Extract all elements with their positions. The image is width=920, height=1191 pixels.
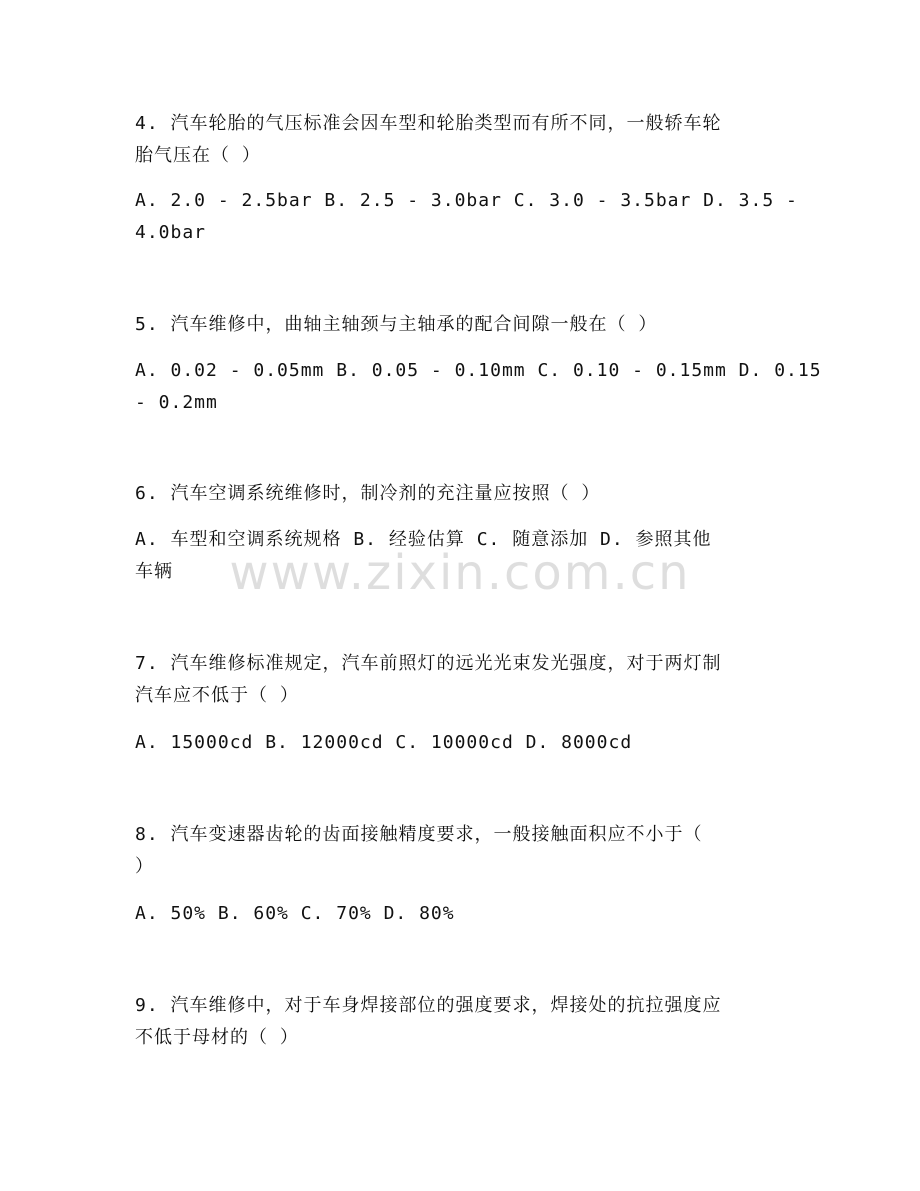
question-9-stem-line-2: 不低于母材的（ ） — [135, 1027, 299, 1048]
question-5-options-line-1: A. 0.02 - 0.05mm B. 0.05 - 0.10mm C. 0.10 - 0.15mm D. 0.15 — [135, 360, 822, 381]
question-8-stem-line-2: ） — [135, 856, 154, 877]
question-5-options-line-2: - 0.2mm — [135, 392, 218, 413]
question-7-stem-line-1: 7. 汽车维修标准规定，汽车前照灯的远光光束发光强度，对于两灯制 — [135, 653, 722, 674]
question-4-options-line-2: 4.0bar — [135, 222, 207, 243]
question-6-options-line-2: 车辆 — [135, 561, 173, 582]
question-5-stem-line-1: 5. 汽车维修中，曲轴主轴颈与主轴承的配合间隙一般在（ ） — [135, 314, 658, 335]
question-4-stem-line-2: 胎气压在（ ） — [135, 145, 261, 166]
question-8-options-line-1: A. 50% B. 60% C. 70% D. 80% — [135, 903, 455, 924]
question-7-stem-line-2: 汽车应不低于（ ） — [135, 685, 299, 706]
question-9-stem-line-1: 9. 汽车维修中，对于车身焊接部位的强度要求，焊接处的抗拉强度应 — [135, 995, 722, 1016]
question-7-options-line-1: A. 15000cd B. 12000cd C. 10000cd D. 8000cd — [135, 732, 633, 753]
question-8-stem-line-1: 8. 汽车变速器齿轮的齿面接触精度要求，一般接触面积应不小于（ — [135, 824, 703, 845]
watermark: www.zixin.com.cn — [229, 545, 691, 601]
question-4-options-line-1: A. 2.0 - 2.5bar B. 2.5 - 3.0bar C. 3.0 - 3.5bar D. 3.5 - — [135, 190, 798, 211]
question-6-options-line-1: A. 车型和空调系统规格 B. 经验估算 C. 随意添加 D. 参照其他 — [135, 529, 712, 550]
question-4-stem-line-1: 4. 汽车轮胎的气压标准会因车型和轮胎类型而有所不同，一般轿车轮 — [135, 113, 722, 134]
question-6-stem-line-1: 6. 汽车空调系统维修时，制冷剂的充注量应按照（ ） — [135, 483, 601, 504]
